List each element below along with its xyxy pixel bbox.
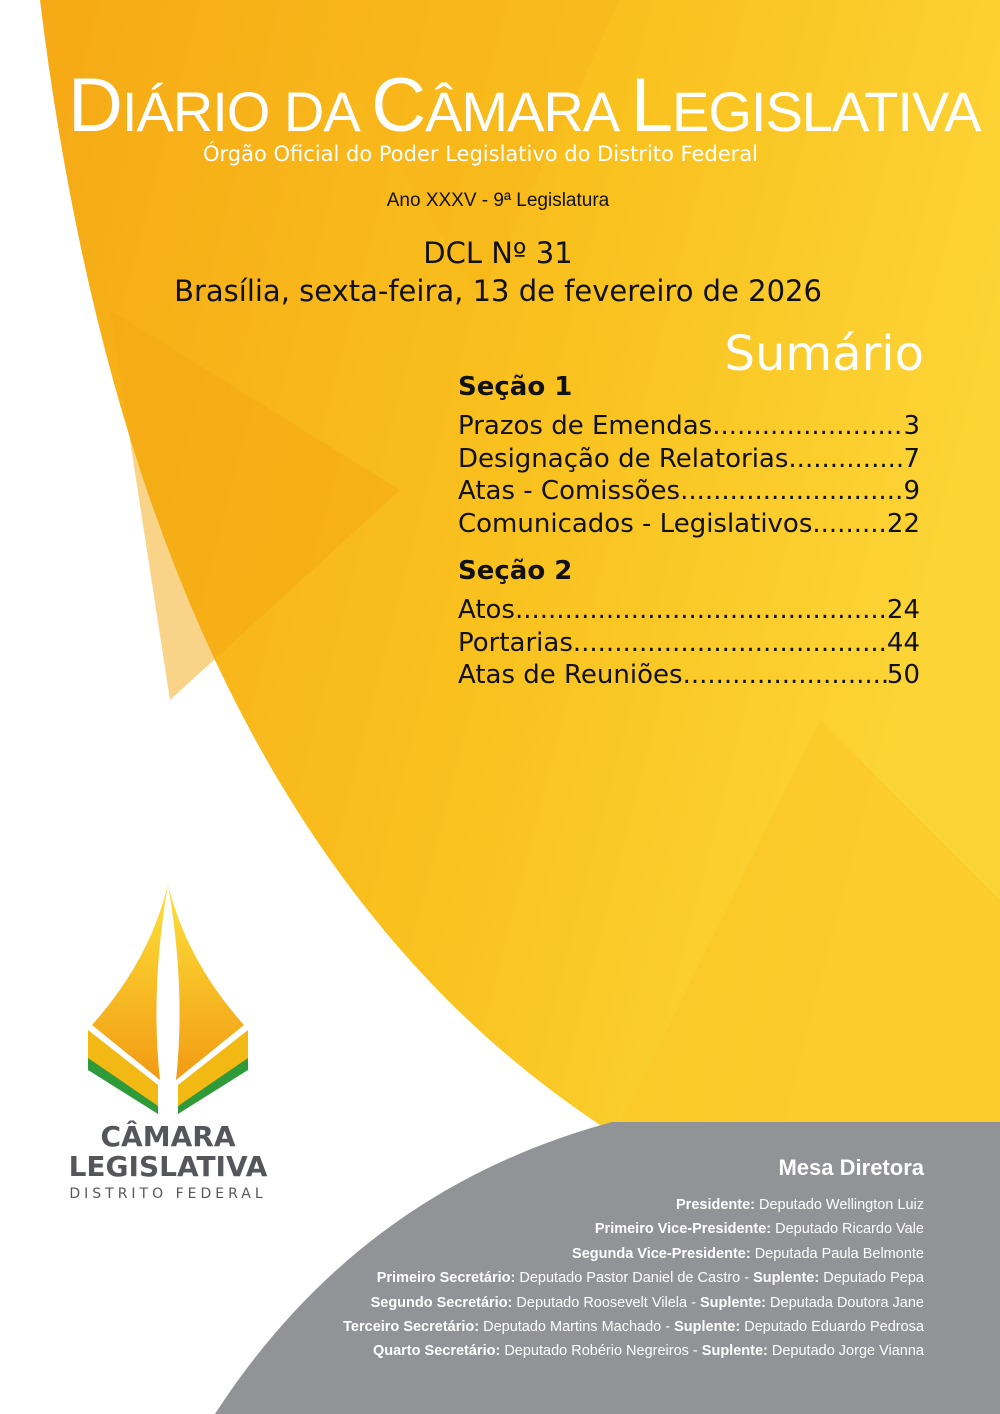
member-name: Deputado Eduardo Pedrosa bbox=[740, 1319, 924, 1336]
board-members bbox=[343, 1193, 924, 1364]
role: Suplente: bbox=[699, 1294, 766, 1311]
board-title: Mesa Diretora bbox=[778, 1155, 924, 1180]
role: Suplente: bbox=[753, 1270, 820, 1287]
logo-wordmark bbox=[68, 1122, 268, 1202]
board-row bbox=[343, 1242, 924, 1266]
toc-entry[interactable] bbox=[458, 443, 920, 476]
member-name: Deputada Paula Belmonte bbox=[750, 1245, 924, 1262]
toc-entry[interactable] bbox=[458, 410, 920, 443]
toc-page: 24 bbox=[886, 595, 920, 625]
leader-dots bbox=[680, 475, 903, 508]
section-heading: Seção 2 bbox=[458, 556, 573, 586]
member-name: Deputado Ricardo Vale bbox=[771, 1221, 924, 1238]
toc-label: Portarias bbox=[458, 627, 573, 658]
role: Suplente: bbox=[701, 1343, 768, 1360]
role: Quarto Secretário: bbox=[372, 1343, 501, 1360]
board-row bbox=[343, 1339, 924, 1363]
toc-page: 3 bbox=[903, 411, 920, 441]
role: Terceiro Secretário: bbox=[343, 1319, 480, 1336]
issue-date: Brasília, sexta-feira, 13 de fevereiro de 2026 bbox=[174, 274, 822, 308]
leader-dots bbox=[712, 410, 903, 443]
logo-line: CÂMARA bbox=[100, 1120, 236, 1153]
leader-dots bbox=[683, 659, 887, 692]
leader-dots bbox=[573, 627, 887, 660]
role: Primeiro Secretário: bbox=[376, 1270, 516, 1287]
year-legislature: Ano XXXV - 9ª Legislatura bbox=[386, 190, 610, 211]
role: Presidente: bbox=[676, 1197, 755, 1213]
toc-label: Atas - Comissões bbox=[458, 476, 681, 506]
toc-label: Comunicados - Legislativos bbox=[458, 508, 813, 539]
toc-page: 7 bbox=[903, 443, 920, 474]
leader-dots bbox=[515, 594, 887, 627]
role: Segunda Vice-Presidente: bbox=[572, 1245, 751, 1262]
toc-entry[interactable] bbox=[458, 594, 920, 627]
member-name: Deputado Roosevelt Vilela - bbox=[512, 1294, 700, 1311]
toc-label: Designação de Relatorias bbox=[458, 443, 789, 474]
member-name: Deputado Pastor Daniel de Castro - bbox=[515, 1270, 754, 1287]
role: Primeiro Vice-Presidente: bbox=[594, 1221, 772, 1238]
member-name: Deputado Robério Negreiros - bbox=[500, 1343, 702, 1360]
issue-number: DCL Nº 31 bbox=[423, 236, 573, 270]
journal-title: DIÁRIO DA CÂMARA LEGISLATIVA bbox=[68, 63, 981, 148]
board-row bbox=[343, 1217, 924, 1241]
toc-label: Atas de Reuniões bbox=[458, 660, 683, 690]
toc-entry[interactable] bbox=[458, 475, 920, 508]
toc-page: 44 bbox=[886, 627, 920, 658]
member-name: Deputado Martins Machado - bbox=[479, 1319, 675, 1336]
toc-entry[interactable] bbox=[458, 627, 920, 660]
role: Segundo Secretário: bbox=[370, 1294, 513, 1311]
member-name: Deputada Doutora Jane bbox=[766, 1294, 924, 1311]
journal-subtitle: Órgão Oficial do Poder Legislativo do Distrito Federal bbox=[203, 142, 758, 166]
leader-dots bbox=[812, 508, 887, 541]
board-row bbox=[343, 1193, 924, 1217]
toc-page: 9 bbox=[903, 476, 920, 506]
member-name: Deputado Jorge Vianna bbox=[767, 1343, 924, 1360]
toc-page: 50 bbox=[886, 660, 920, 690]
summary-title: Sumário bbox=[724, 326, 924, 382]
board-row bbox=[343, 1291, 924, 1315]
member-name: Deputado Wellington Luiz bbox=[754, 1197, 924, 1213]
toc-label: Prazos de Emendas bbox=[458, 411, 713, 441]
toc-entry[interactable] bbox=[458, 659, 920, 692]
section-heading: Seção 1 bbox=[458, 372, 573, 402]
toc-entry[interactable] bbox=[458, 508, 920, 541]
leader-dots bbox=[788, 443, 903, 476]
member-name: Deputado Pepa bbox=[819, 1270, 924, 1287]
board-row bbox=[343, 1315, 924, 1339]
logo-line: DISTRITO FEDERAL bbox=[69, 1186, 267, 1202]
board-row bbox=[343, 1266, 924, 1290]
logo-line: LEGISLATIVA bbox=[68, 1150, 268, 1183]
table-of-contents bbox=[458, 372, 920, 692]
role: Suplente: bbox=[674, 1319, 741, 1336]
logo-emblem bbox=[88, 884, 248, 1114]
toc-page: 22 bbox=[886, 508, 920, 539]
toc-label: Atos bbox=[458, 595, 515, 625]
